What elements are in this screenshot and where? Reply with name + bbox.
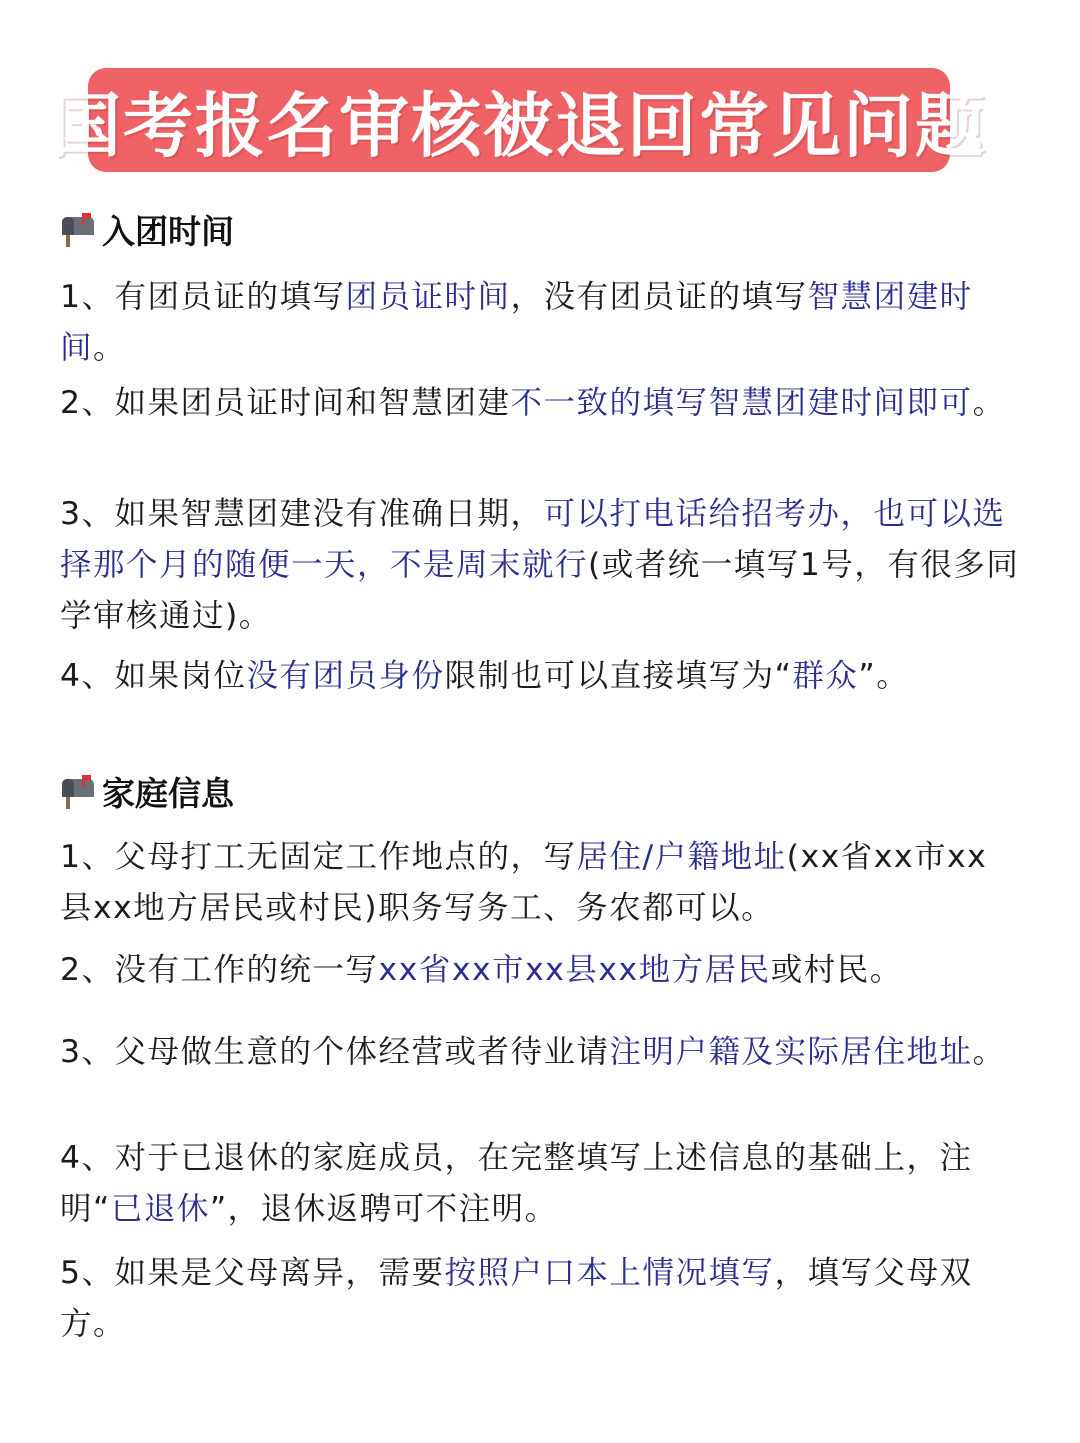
item-text: 或村民。 [770, 952, 903, 988]
item-highlight: 居住/户籍地址 [576, 839, 787, 875]
page-title: 国考报名审核被退回常见问题 [51, 84, 987, 167]
list-item [60, 489, 1020, 642]
list-item [60, 1133, 1020, 1235]
item-highlight: 注明户籍及实际居住地址 [609, 1034, 973, 1070]
item-text: 3、如果智慧团建没有准确日期， [60, 496, 544, 532]
item-highlight: 团员证时间 [345, 279, 511, 315]
mailbox-icon [60, 213, 98, 247]
item-text: 2、没有工作的统一写 [60, 952, 379, 988]
item-text: 。 [972, 385, 1006, 421]
item-text: 限制也可以直接填写为“ [444, 658, 793, 694]
item-text: 2、如果团员证时间和智慧团建 [60, 385, 511, 421]
section-heading-label: 入团时间 [102, 212, 234, 251]
item-highlight: 按照户口本上情况填写 [444, 1255, 775, 1291]
item-highlight: xx省xx市xx县xx地方居民 [378, 952, 771, 988]
item-text: 3、父母做生意的个体经营或者待业请 [60, 1034, 610, 1070]
item-text: (xx省xx市xx县xx地方居民或村民)职务写务工、务农都可以。 [60, 839, 988, 926]
list-item [60, 1027, 1020, 1078]
list-item [60, 272, 1020, 374]
item-text: 1、有团员证的填写 [60, 279, 346, 315]
item-text: 1、父母打工无固定工作地点的，写 [60, 839, 577, 875]
item-highlight: 可以打电话给招考办，也可以选择那个月的随便一天，不是周末就行 [60, 496, 1006, 583]
section-heading-label: 家庭信息 [102, 774, 234, 813]
item-highlight: 没有团员身份 [246, 658, 445, 694]
item-text: (或者统一填写1号，有很多同学审核通过)。 [60, 547, 1020, 634]
mailbox-icon [60, 775, 98, 809]
list-item [60, 832, 1020, 934]
list-item [60, 651, 1020, 702]
list-item [60, 1248, 1020, 1350]
item-text: 4、对于已退休的家庭成员，在完整填写上述信息的基础上，注明“ [60, 1140, 973, 1227]
item-highlight: 群众 [792, 658, 859, 694]
list-item [60, 945, 1020, 996]
item-highlight: 已退休 [110, 1191, 210, 1227]
item-text: 4、如果岗位 [60, 658, 247, 694]
section-heading-join-league-time [60, 206, 234, 253]
item-text: ，填写父母双方。 [60, 1255, 973, 1342]
item-text: 。 [972, 1034, 1006, 1070]
item-text: ”，退休返聘可不注明。 [209, 1191, 558, 1227]
section-heading-family-info [60, 768, 234, 815]
item-text: 5、如果是父母离异，需要 [60, 1255, 445, 1291]
title-banner [51, 68, 987, 172]
item-highlight: 不一致的填写智慧团建时间即可 [510, 385, 973, 421]
item-text: 。 [93, 330, 127, 366]
item-highlight: 智慧团建时间 [60, 279, 973, 366]
item-text: ”。 [858, 658, 910, 694]
item-text: ，没有团员证的填写 [510, 279, 808, 315]
list-item [60, 378, 1020, 429]
